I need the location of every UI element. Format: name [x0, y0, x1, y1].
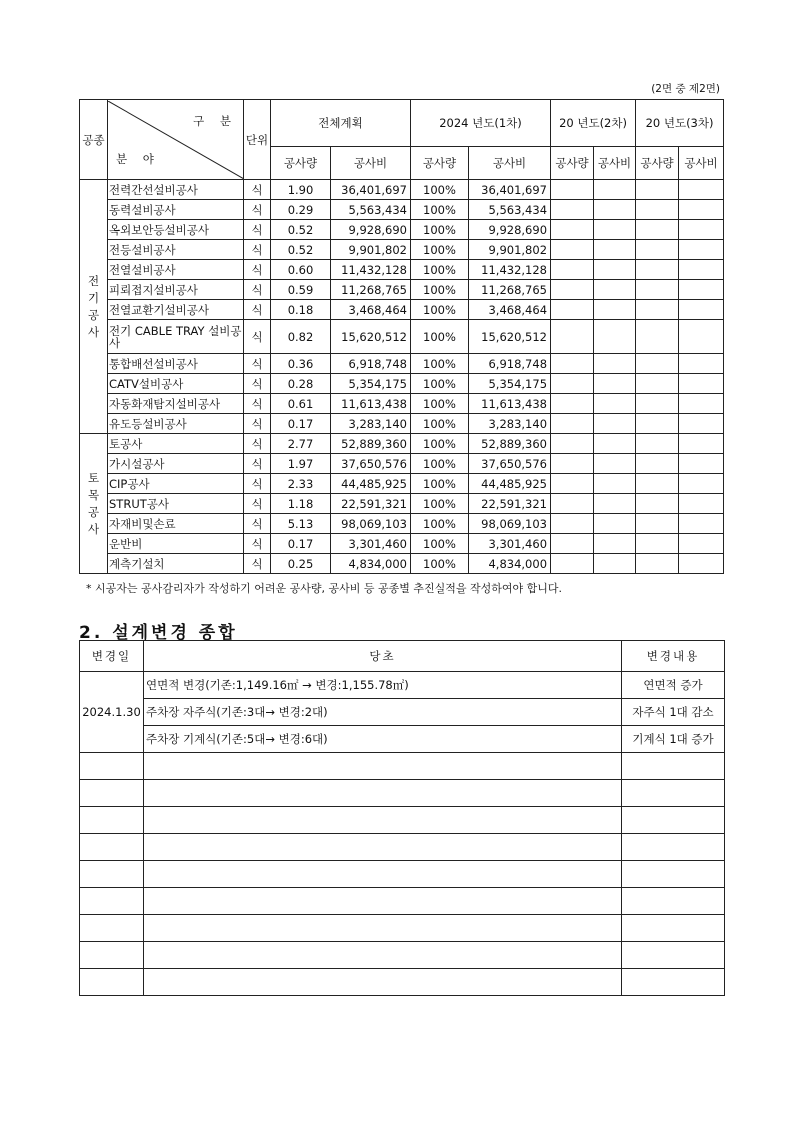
table-row	[80, 414, 724, 434]
year-cost-cell: 5,563,434	[469, 200, 551, 220]
year-qty-cell: 100%	[411, 534, 469, 554]
col-original: 당초	[144, 641, 622, 672]
col-change-content: 변경내용	[622, 641, 725, 672]
year-cost-cell: 3,468,464	[469, 300, 551, 320]
item-name: 피뢰접지설비공사	[108, 280, 244, 300]
empty-cell	[80, 780, 144, 807]
item-name: 전열교환기설비공사	[108, 300, 244, 320]
item-name: 가시설공사	[108, 454, 244, 474]
category-char: 공	[87, 504, 100, 519]
empty-cell	[551, 220, 594, 240]
empty-cell	[594, 220, 636, 240]
empty-cell	[679, 374, 724, 394]
year-qty-cell: 100%	[411, 300, 469, 320]
year-cost-cell: 22,591,321	[469, 494, 551, 514]
empty-cell	[144, 888, 622, 915]
total-qty-cell: 2.33	[271, 474, 331, 494]
year-qty-cell: 100%	[411, 394, 469, 414]
item-name: CATV설비공사	[108, 374, 244, 394]
item-name: 동력설비공사	[108, 200, 244, 220]
unit-cell: 식	[244, 434, 271, 454]
year-cost-cell: 5,354,175	[469, 374, 551, 394]
total-cost-cell: 11,613,438	[331, 394, 411, 414]
empty-cell	[622, 780, 725, 807]
empty-cell	[80, 861, 144, 888]
year-cost-cell: 98,069,103	[469, 514, 551, 534]
empty-cell	[636, 300, 679, 320]
empty-row	[80, 780, 725, 807]
col-field-diagonal	[108, 100, 244, 180]
empty-cell	[551, 374, 594, 394]
table-row	[80, 374, 724, 394]
empty-cell	[144, 753, 622, 780]
total-cost-cell: 6,918,748	[331, 354, 411, 374]
empty-cell	[80, 888, 144, 915]
year-qty-cell: 100%	[411, 494, 469, 514]
item-name: CIP공사	[108, 474, 244, 494]
year-cost-cell: 4,834,000	[469, 554, 551, 574]
year-qty-cell: 100%	[411, 474, 469, 494]
empty-cell	[679, 534, 724, 554]
item-name: 운반비	[108, 534, 244, 554]
empty-cell	[622, 807, 725, 834]
year-qty-cell: 100%	[411, 280, 469, 300]
empty-cell	[679, 220, 724, 240]
empty-cell	[594, 240, 636, 260]
change-content: 자주식 1대 감소	[622, 699, 725, 726]
category-char: 사	[87, 324, 100, 339]
total-qty-cell: 0.17	[271, 414, 331, 434]
year-cost-cell: 3,301,460	[469, 534, 551, 554]
item-name: 전등설비공사	[108, 240, 244, 260]
empty-cell	[636, 354, 679, 374]
unit-cell: 식	[244, 394, 271, 414]
change-content: 기계식 1대 증가	[622, 726, 725, 753]
year-cost-cell: 44,485,925	[469, 474, 551, 494]
empty-cell	[679, 394, 724, 414]
original-text: 주차장 자주식(기존:3대→ 변경:2대)	[144, 699, 622, 726]
empty-cell	[594, 394, 636, 414]
table-row	[80, 474, 724, 494]
empty-cell	[80, 942, 144, 969]
empty-cell	[636, 200, 679, 220]
empty-row	[80, 888, 725, 915]
year-qty-cell: 100%	[411, 260, 469, 280]
total-cost-cell: 37,650,576	[331, 454, 411, 474]
empty-row	[80, 753, 725, 780]
empty-cell	[636, 414, 679, 434]
total-cost-cell: 98,069,103	[331, 514, 411, 534]
col-gubun: 구 분	[193, 113, 237, 128]
empty-cell	[679, 200, 724, 220]
total-cost-cell: 22,591,321	[331, 494, 411, 514]
unit-cell: 식	[244, 240, 271, 260]
year-cost-cell: 6,918,748	[469, 354, 551, 374]
empty-cell	[679, 320, 724, 354]
empty-cell	[594, 474, 636, 494]
empty-cell	[594, 454, 636, 474]
sub-qty: 공사량	[551, 147, 594, 180]
empty-cell	[636, 240, 679, 260]
empty-cell	[551, 280, 594, 300]
year-qty-cell: 100%	[411, 554, 469, 574]
unit-cell: 식	[244, 494, 271, 514]
year-cost-cell: 52,889,360	[469, 434, 551, 454]
year-qty-cell: 100%	[411, 374, 469, 394]
table-row	[80, 726, 725, 753]
change-content: 연면적 증가	[622, 672, 725, 699]
total-cost-cell: 3,468,464	[331, 300, 411, 320]
table-row	[80, 514, 724, 534]
table-row	[80, 699, 725, 726]
sub-qty: 공사량	[411, 147, 469, 180]
empty-cell	[679, 494, 724, 514]
col-year-2024: 2024 년도(1차)	[411, 100, 551, 147]
category-char: 기	[87, 290, 100, 305]
year-qty-cell: 100%	[411, 220, 469, 240]
total-cost-cell: 11,268,765	[331, 280, 411, 300]
year-cost-cell: 11,613,438	[469, 394, 551, 414]
original-text: 연면적 변경(기존:1,149.16㎡ → 변경:1,155.78㎡)	[144, 672, 622, 699]
table-row	[80, 240, 724, 260]
empty-cell	[594, 514, 636, 534]
total-cost-cell: 5,354,175	[331, 374, 411, 394]
total-qty-cell: 0.59	[271, 280, 331, 300]
empty-cell	[636, 454, 679, 474]
page-number: (2면 중 제2면)	[651, 83, 720, 95]
empty-cell	[594, 414, 636, 434]
empty-cell	[551, 180, 594, 200]
total-qty-cell: 0.61	[271, 394, 331, 414]
empty-cell	[80, 834, 144, 861]
empty-cell	[551, 394, 594, 414]
category-char: 목	[87, 487, 100, 502]
table-row	[80, 220, 724, 240]
unit-cell: 식	[244, 454, 271, 474]
unit-cell: 식	[244, 280, 271, 300]
empty-cell	[679, 454, 724, 474]
category-char: 전	[87, 273, 100, 288]
year-qty-cell: 100%	[411, 434, 469, 454]
empty-cell	[144, 780, 622, 807]
total-cost-cell: 52,889,360	[331, 434, 411, 454]
table-row	[80, 280, 724, 300]
empty-cell	[636, 374, 679, 394]
item-name: 토공사	[108, 434, 244, 454]
col-year-3: 20 년도(3차)	[636, 100, 724, 147]
total-qty-cell: 0.82	[271, 320, 331, 354]
year-qty-cell: 100%	[411, 414, 469, 434]
empty-cell	[636, 434, 679, 454]
sub-cost: 공사비	[679, 147, 724, 180]
empty-cell	[679, 240, 724, 260]
total-qty-cell: 0.60	[271, 260, 331, 280]
empty-cell	[551, 240, 594, 260]
table-row	[80, 300, 724, 320]
empty-row	[80, 969, 725, 996]
empty-row	[80, 807, 725, 834]
empty-cell	[551, 354, 594, 374]
empty-cell	[636, 494, 679, 514]
year-cost-cell: 9,928,690	[469, 220, 551, 240]
empty-cell	[594, 534, 636, 554]
empty-cell	[594, 300, 636, 320]
empty-cell	[551, 300, 594, 320]
empty-cell	[551, 200, 594, 220]
category-char: 토	[87, 470, 100, 485]
col-total-plan: 전체계획	[271, 100, 411, 147]
empty-cell	[144, 807, 622, 834]
total-cost-cell: 5,563,434	[331, 200, 411, 220]
table-row	[80, 260, 724, 280]
empty-cell	[679, 180, 724, 200]
sub-qty: 공사량	[636, 147, 679, 180]
year-cost-cell: 3,283,140	[469, 414, 551, 434]
empty-cell	[636, 554, 679, 574]
category-char: 사	[87, 521, 100, 536]
empty-cell	[594, 260, 636, 280]
empty-cell	[622, 861, 725, 888]
item-name: 전력간선설비공사	[108, 180, 244, 200]
empty-cell	[622, 969, 725, 996]
empty-cell	[594, 554, 636, 574]
empty-cell	[679, 554, 724, 574]
empty-cell	[594, 354, 636, 374]
empty-cell	[551, 260, 594, 280]
sub-cost: 공사비	[594, 147, 636, 180]
item-name: 계측기설치	[108, 554, 244, 574]
empty-cell	[636, 180, 679, 200]
unit-cell: 식	[244, 414, 271, 434]
year-qty-cell: 100%	[411, 180, 469, 200]
total-qty-cell: 2.77	[271, 434, 331, 454]
empty-cell	[679, 280, 724, 300]
empty-cell	[622, 834, 725, 861]
empty-cell	[594, 434, 636, 454]
total-cost-cell: 44,485,925	[331, 474, 411, 494]
total-qty-cell: 0.28	[271, 374, 331, 394]
col-unit: 단위	[244, 100, 271, 180]
table-row	[80, 394, 724, 414]
col-year-2: 20 년도(2차)	[551, 100, 636, 147]
category-char: 공	[87, 307, 100, 322]
table-row	[80, 534, 724, 554]
unit-cell: 식	[244, 474, 271, 494]
year-cost-cell: 11,432,128	[469, 260, 551, 280]
empty-cell	[622, 915, 725, 942]
empty-cell	[679, 434, 724, 454]
item-name: 유도등설비공사	[108, 414, 244, 434]
year-qty-cell: 100%	[411, 514, 469, 534]
empty-cell	[551, 534, 594, 554]
year-cost-cell: 37,650,576	[469, 454, 551, 474]
empty-cell	[636, 280, 679, 300]
year-qty-cell: 100%	[411, 240, 469, 260]
original-text: 주차장 기계식(기존:5대→ 변경:6대)	[144, 726, 622, 753]
empty-cell	[636, 320, 679, 354]
total-cost-cell: 3,301,460	[331, 534, 411, 554]
col-field: 분 야	[116, 151, 160, 166]
total-cost-cell: 4,834,000	[331, 554, 411, 574]
empty-cell	[144, 834, 622, 861]
unit-cell: 식	[244, 200, 271, 220]
total-cost-cell: 11,432,128	[331, 260, 411, 280]
total-qty-cell: 0.29	[271, 200, 331, 220]
empty-cell	[551, 454, 594, 474]
empty-cell	[679, 260, 724, 280]
empty-cell	[622, 753, 725, 780]
table-row	[80, 672, 725, 699]
table-row	[80, 454, 724, 474]
empty-cell	[551, 474, 594, 494]
empty-row	[80, 834, 725, 861]
total-cost-cell: 9,901,802	[331, 240, 411, 260]
empty-cell	[636, 394, 679, 414]
empty-cell	[594, 200, 636, 220]
empty-cell	[80, 969, 144, 996]
unit-cell: 식	[244, 300, 271, 320]
item-name: 자재비및손료	[108, 514, 244, 534]
empty-cell	[551, 494, 594, 514]
table-row	[80, 200, 724, 220]
item-name: STRUT공사	[108, 494, 244, 514]
progress-table	[79, 99, 724, 574]
unit-cell: 식	[244, 534, 271, 554]
empty-cell	[551, 434, 594, 454]
empty-cell	[679, 300, 724, 320]
unit-cell: 식	[244, 554, 271, 574]
unit-cell: 식	[244, 320, 271, 354]
item-name: 전기 CABLE TRAY 설비공사	[108, 320, 244, 354]
total-qty-cell: 0.18	[271, 300, 331, 320]
empty-cell	[80, 807, 144, 834]
empty-cell	[594, 180, 636, 200]
unit-cell: 식	[244, 220, 271, 240]
total-qty-cell: 0.36	[271, 354, 331, 374]
empty-cell	[679, 474, 724, 494]
item-name: 자동화재탐지설비공사	[108, 394, 244, 414]
unit-cell: 식	[244, 514, 271, 534]
empty-cell	[80, 753, 144, 780]
empty-cell	[144, 861, 622, 888]
col-change-date: 변경일	[80, 641, 144, 672]
section-title: 2. 설계변경 종합	[79, 623, 238, 643]
year-cost-cell: 36,401,697	[469, 180, 551, 200]
total-qty-cell: 0.25	[271, 554, 331, 574]
col-category: 공종	[80, 100, 108, 180]
table-row	[80, 354, 724, 374]
year-qty-cell: 100%	[411, 354, 469, 374]
unit-cell: 식	[244, 180, 271, 200]
empty-cell	[551, 414, 594, 434]
total-qty-cell: 1.97	[271, 454, 331, 474]
change-date: 2024.1.30	[80, 672, 144, 753]
total-qty-cell: 0.52	[271, 240, 331, 260]
empty-cell	[622, 888, 725, 915]
total-cost-cell: 3,283,140	[331, 414, 411, 434]
year-qty-cell: 100%	[411, 200, 469, 220]
empty-cell	[551, 514, 594, 534]
empty-cell	[636, 514, 679, 534]
empty-cell	[679, 414, 724, 434]
empty-cell	[594, 494, 636, 514]
empty-cell	[636, 474, 679, 494]
empty-cell	[144, 915, 622, 942]
table-row	[80, 320, 724, 354]
table-row	[80, 180, 724, 200]
total-cost-cell: 9,928,690	[331, 220, 411, 240]
empty-cell	[679, 514, 724, 534]
empty-cell	[679, 354, 724, 374]
empty-row	[80, 915, 725, 942]
total-qty-cell: 5.13	[271, 514, 331, 534]
total-qty-cell: 1.90	[271, 180, 331, 200]
year-cost-cell: 9,901,802	[469, 240, 551, 260]
empty-cell	[551, 554, 594, 574]
year-cost-cell: 11,268,765	[469, 280, 551, 300]
sub-cost: 공사비	[331, 147, 411, 180]
sub-qty: 공사량	[271, 147, 331, 180]
total-cost-cell: 36,401,697	[331, 180, 411, 200]
empty-cell	[144, 942, 622, 969]
empty-cell	[636, 534, 679, 554]
item-name: 옥외보안등설비공사	[108, 220, 244, 240]
unit-cell: 식	[244, 374, 271, 394]
category-name	[80, 180, 108, 434]
category-name	[80, 434, 108, 574]
table-row	[80, 494, 724, 514]
year-cost-cell: 15,620,512	[469, 320, 551, 354]
empty-cell	[594, 320, 636, 354]
empty-cell	[80, 915, 144, 942]
item-name: 통합배선설비공사	[108, 354, 244, 374]
sub-cost: 공사비	[469, 147, 551, 180]
item-name: 전열설비공사	[108, 260, 244, 280]
unit-cell: 식	[244, 260, 271, 280]
empty-row	[80, 942, 725, 969]
empty-cell	[594, 374, 636, 394]
empty-cell	[622, 942, 725, 969]
empty-cell	[594, 280, 636, 300]
total-cost-cell: 15,620,512	[331, 320, 411, 354]
total-qty-cell: 0.52	[271, 220, 331, 240]
empty-cell	[551, 320, 594, 354]
total-qty-cell: 0.17	[271, 534, 331, 554]
empty-cell	[144, 969, 622, 996]
unit-cell: 식	[244, 354, 271, 374]
footnote: * 시공자는 공사감리자가 작성하기 어려운 공사량, 공사비 등 공종별 추진실적을 작성하여야 합니다.	[86, 582, 562, 595]
table-row	[80, 434, 724, 454]
empty-cell	[636, 220, 679, 240]
year-qty-cell: 100%	[411, 454, 469, 474]
design-change-table	[79, 640, 725, 996]
empty-cell	[636, 260, 679, 280]
table-row	[80, 554, 724, 574]
year-qty-cell: 100%	[411, 320, 469, 354]
empty-row	[80, 861, 725, 888]
total-qty-cell: 1.18	[271, 494, 331, 514]
